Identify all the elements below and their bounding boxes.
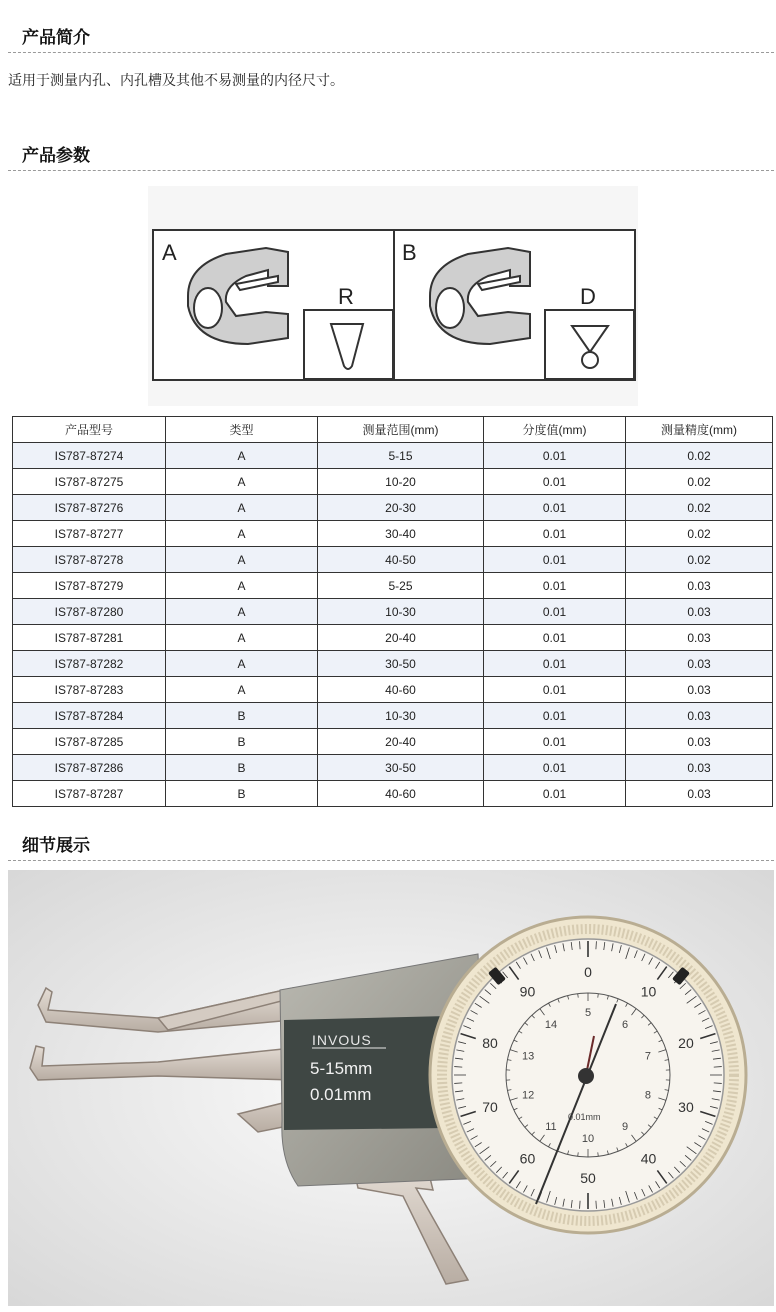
table-row: [13, 521, 773, 547]
cell-model: IS787-87283: [13, 677, 166, 703]
cell-resolution: 0.01: [484, 677, 626, 703]
section-title-intro: 产品简介: [22, 28, 90, 48]
col-header-type: 类型: [166, 417, 318, 443]
cell-model: IS787-87278: [13, 547, 166, 573]
outer-scale-tick: [580, 1201, 581, 1209]
range-label-text: 5-15mm: [310, 1059, 373, 1078]
cell-accuracy: 0.02: [626, 521, 773, 547]
cell-range: 10-30: [318, 599, 484, 625]
cell-accuracy: 0.02: [626, 495, 773, 521]
inner-scale-number: 8: [644, 1089, 651, 1102]
diagram-label-a: A: [162, 240, 177, 265]
inner-scale-number: 9: [621, 1120, 629, 1133]
inner-scale-number: 13: [521, 1050, 535, 1063]
product-photo: [8, 870, 774, 1306]
outer-scale-tick: [596, 941, 597, 949]
section-title-params: 产品参数: [22, 146, 90, 166]
cell-type: A: [166, 651, 318, 677]
table-header-row: [13, 417, 773, 443]
table-row: [13, 599, 773, 625]
inner-scale-number: 10: [581, 1133, 595, 1145]
cell-resolution: 0.01: [484, 651, 626, 677]
cell-type: B: [166, 729, 318, 755]
cell-resolution: 0.01: [484, 521, 626, 547]
diagram-label-b: B: [402, 240, 417, 265]
inner-scale-number: 11: [545, 1120, 557, 1133]
cell-type: A: [166, 521, 318, 547]
col-header-resolution: 分度值(mm): [484, 417, 626, 443]
table-row: [13, 651, 773, 677]
section-title-detail: 细节展示: [22, 836, 90, 856]
outer-scale-number: 0: [584, 964, 592, 980]
outer-scale-tick: [596, 1201, 597, 1209]
cell-model: IS787-87276: [13, 495, 166, 521]
cell-model: IS787-87279: [13, 573, 166, 599]
cell-type: B: [166, 755, 318, 781]
cell-model: IS787-87284: [13, 703, 166, 729]
dial-gauge: [430, 917, 746, 1233]
cell-model: IS787-87282: [13, 651, 166, 677]
cell-accuracy: 0.02: [626, 443, 773, 469]
cell-range: 10-20: [318, 469, 484, 495]
cell-model: IS787-87277: [13, 521, 166, 547]
tip-type-diagram: [148, 186, 638, 406]
params-table: [12, 416, 773, 807]
cell-range: 5-15: [318, 443, 484, 469]
cell-resolution: 0.01: [484, 781, 626, 807]
table-row: [13, 443, 773, 469]
outer-scale-tick: [714, 1067, 722, 1068]
outer-scale-tick: [454, 1083, 462, 1084]
cell-resolution: 0.01: [484, 625, 626, 651]
cell-resolution: 0.01: [484, 755, 626, 781]
cell-accuracy: 0.02: [626, 547, 773, 573]
cell-type: A: [166, 443, 318, 469]
outer-scale-number: 70: [482, 1098, 498, 1115]
cell-model: IS787-87274: [13, 443, 166, 469]
table-row: [13, 729, 773, 755]
cell-type: A: [166, 599, 318, 625]
table-row: [13, 495, 773, 521]
cell-accuracy: 0.03: [626, 625, 773, 651]
table-row: [13, 781, 773, 807]
cell-type: A: [166, 469, 318, 495]
table-row: [13, 755, 773, 781]
cell-accuracy: 0.03: [626, 599, 773, 625]
cell-resolution: 0.01: [484, 495, 626, 521]
inner-scale-number: 5: [584, 1007, 592, 1019]
resolution-label-text: 0.01mm: [310, 1085, 372, 1104]
brand-logo-text: INVOUS: [312, 1032, 372, 1048]
cell-accuracy: 0.03: [626, 755, 773, 781]
inner-scale-tick: [578, 1152, 579, 1156]
outer-scale-number: 30: [678, 1098, 694, 1115]
outer-scale-number: 50: [580, 1170, 596, 1186]
cell-model: IS787-87280: [13, 599, 166, 625]
cell-resolution: 0.01: [484, 573, 626, 599]
inner-scale-tick: [598, 994, 599, 998]
cell-range: 20-30: [318, 495, 484, 521]
intro-text: 适用于测量内孔、内孔槽及其他不易测量的内径尺寸。: [8, 73, 344, 89]
cell-range: 20-40: [318, 625, 484, 651]
table-row: [13, 703, 773, 729]
inner-scale-tick: [598, 1152, 599, 1156]
cell-resolution: 0.01: [484, 443, 626, 469]
diagram-label-d: D: [580, 284, 596, 309]
section-header-intro: [8, 20, 774, 53]
outer-scale-number: 20: [678, 1035, 694, 1052]
inner-scale-tick: [578, 994, 579, 998]
col-header-range: 测量范围(mm): [318, 417, 484, 443]
cell-type: A: [166, 573, 318, 599]
cell-range: 40-60: [318, 677, 484, 703]
col-header-model: 产品型号: [13, 417, 166, 443]
outer-scale-number: 60: [519, 1150, 536, 1167]
cell-model: IS787-87281: [13, 625, 166, 651]
cell-type: B: [166, 781, 318, 807]
cell-accuracy: 0.03: [626, 729, 773, 755]
gauge-label-plate: [284, 1016, 448, 1130]
cell-resolution: 0.01: [484, 469, 626, 495]
cell-accuracy: 0.03: [626, 677, 773, 703]
cell-range: 40-50: [318, 547, 484, 573]
cell-resolution: 0.01: [484, 703, 626, 729]
inner-scale-number: 6: [621, 1019, 629, 1032]
outer-scale-number: 80: [482, 1035, 498, 1052]
cell-resolution: 0.01: [484, 729, 626, 755]
col-header-accuracy: 测量精度(mm): [626, 417, 773, 443]
cell-resolution: 0.01: [484, 547, 626, 573]
cell-range: 30-50: [318, 755, 484, 781]
section-header-detail: [8, 828, 774, 861]
cell-type: A: [166, 547, 318, 573]
outer-scale-tick: [454, 1067, 462, 1068]
cell-range: 40-60: [318, 781, 484, 807]
cell-type: B: [166, 703, 318, 729]
diagram-label-r: R: [338, 284, 354, 309]
cell-model: IS787-87286: [13, 755, 166, 781]
table-row: [13, 469, 773, 495]
cell-type: A: [166, 677, 318, 703]
cell-type: A: [166, 495, 318, 521]
cell-accuracy: 0.03: [626, 781, 773, 807]
cell-range: 30-40: [318, 521, 484, 547]
section-header-params: [8, 138, 774, 171]
cell-model: IS787-87285: [13, 729, 166, 755]
cell-range: 5-25: [318, 573, 484, 599]
dial-unit-label: 0.01mm: [568, 1112, 601, 1122]
outer-scale-number: 10: [640, 983, 657, 1000]
cell-type: A: [166, 625, 318, 651]
outer-scale-tick: [714, 1083, 722, 1084]
outer-scale-number: 90: [519, 983, 536, 1000]
pointer-hub: [578, 1068, 594, 1084]
inner-scale-number: 14: [544, 1019, 558, 1032]
cell-accuracy: 0.03: [626, 651, 773, 677]
inner-scale-number: 12: [521, 1089, 535, 1102]
table-row: [13, 625, 773, 651]
cell-range: 20-40: [318, 729, 484, 755]
table-row: [13, 677, 773, 703]
cell-range: 30-50: [318, 651, 484, 677]
cell-model: IS787-87287: [13, 781, 166, 807]
cell-model: IS787-87275: [13, 469, 166, 495]
table-row: [13, 547, 773, 573]
cell-accuracy: 0.03: [626, 573, 773, 599]
outer-scale-number: 40: [640, 1150, 657, 1167]
inner-scale-number: 7: [644, 1050, 651, 1063]
table-row: [13, 573, 773, 599]
cell-accuracy: 0.02: [626, 469, 773, 495]
outer-scale-tick: [580, 941, 581, 949]
cell-accuracy: 0.03: [626, 703, 773, 729]
cell-resolution: 0.01: [484, 599, 626, 625]
cell-range: 10-30: [318, 703, 484, 729]
